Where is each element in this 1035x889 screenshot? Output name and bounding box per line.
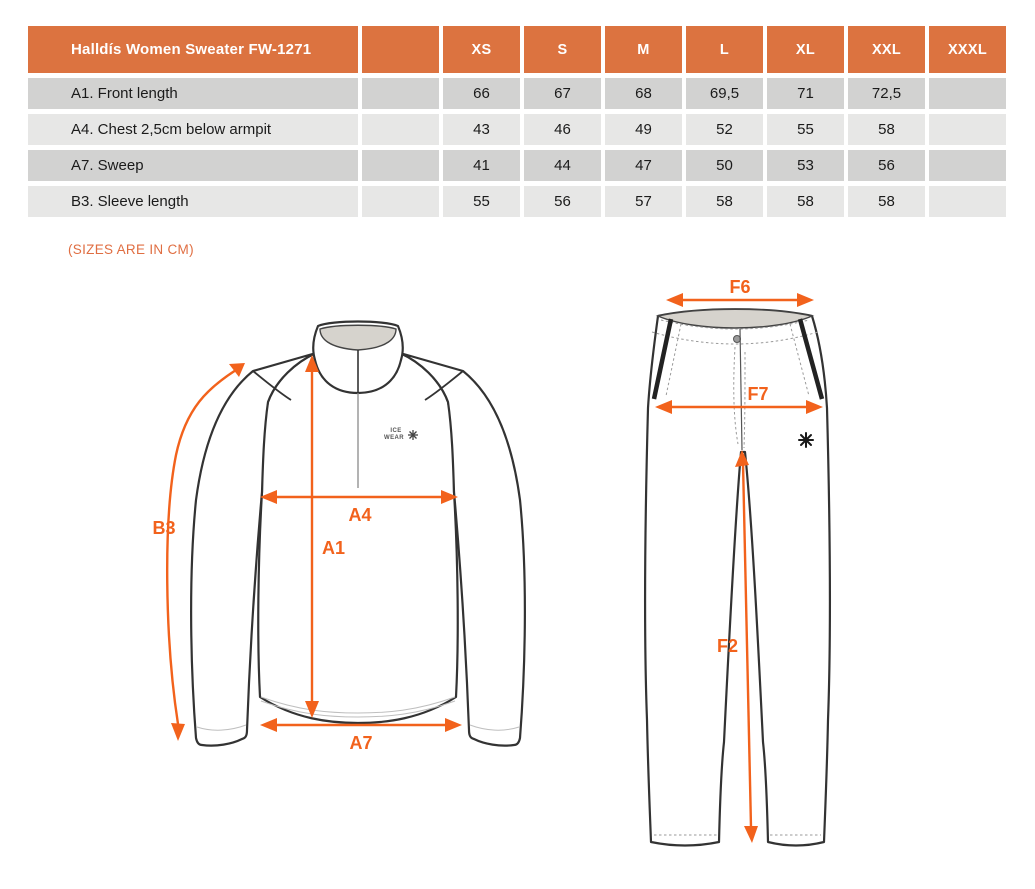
size-col-header-xs: XS <box>443 26 520 73</box>
size-value-cell: 52 <box>686 114 763 145</box>
size-value-cell: 46 <box>524 114 601 145</box>
size-value-cell: 55 <box>767 114 844 145</box>
size-value-cell: 50 <box>686 150 763 181</box>
measure-a1-label: A1 <box>322 538 346 558</box>
garment-diagrams <box>0 270 1035 889</box>
spacer-cell <box>362 186 439 217</box>
size-value-cell: 43 <box>443 114 520 145</box>
sweater-diagram <box>152 322 524 754</box>
size-col-header-s: S <box>524 26 601 73</box>
measure-f7-label: F7 <box>747 384 769 404</box>
size-col-header-l: L <box>686 26 763 73</box>
pants-body <box>645 309 830 845</box>
table-title: Halldís Women Sweater FW-1271 <box>28 26 358 73</box>
logo-snowflake-icon <box>408 430 418 440</box>
units-note: (SIZES ARE IN CM) <box>68 242 194 257</box>
size-col-header-m: M <box>605 26 682 73</box>
waist-button <box>734 336 741 343</box>
size-value-cell <box>929 114 1006 145</box>
logo-text-ice: ICE <box>390 428 402 434</box>
spacer-cell <box>362 78 439 109</box>
measure-f2-label: F2 <box>716 636 738 656</box>
measure-f6 <box>666 277 814 307</box>
measure-f6-label: F6 <box>729 277 751 297</box>
row-label: B3. Sleeve length <box>28 186 358 217</box>
size-value-cell: 58 <box>848 186 925 217</box>
size-value-cell: 56 <box>848 150 925 181</box>
row-label: A1. Front length <box>28 78 358 109</box>
size-value-cell: 53 <box>767 150 844 181</box>
size-value-cell: 71 <box>767 78 844 109</box>
measure-a7-label: A7 <box>349 733 373 753</box>
size-value-cell: 58 <box>767 186 844 217</box>
measure-a4-label: A4 <box>348 505 372 525</box>
size-col-header-xxxl: XXXL <box>929 26 1006 73</box>
row-label: A7. Sweep <box>28 150 358 181</box>
size-value-cell: 72,5 <box>848 78 925 109</box>
size-table <box>28 26 1006 217</box>
logo-text-wear: WEAR <box>384 435 404 441</box>
size-value-cell: 67 <box>524 78 601 109</box>
size-value-cell: 57 <box>605 186 682 217</box>
size-col-header-xl: XL <box>767 26 844 73</box>
spacer-header-cell <box>362 26 439 73</box>
size-value-cell: 44 <box>524 150 601 181</box>
size-value-cell: 56 <box>524 186 601 217</box>
spacer-cell <box>362 150 439 181</box>
hip-snowflake-icon <box>799 433 813 447</box>
size-col-header-xxl: XXL <box>848 26 925 73</box>
size-value-cell: 49 <box>605 114 682 145</box>
size-value-cell <box>929 78 1006 109</box>
size-value-cell: 47 <box>605 150 682 181</box>
size-value-cell: 66 <box>443 78 520 109</box>
size-value-cell: 58 <box>848 114 925 145</box>
measure-b3-label: B3 <box>152 518 176 538</box>
size-value-cell: 68 <box>605 78 682 109</box>
size-value-cell <box>929 186 1006 217</box>
spacer-cell <box>362 114 439 145</box>
size-value-cell: 58 <box>686 186 763 217</box>
row-label: A4. Chest 2,5cm below armpit <box>28 114 358 145</box>
size-value-cell <box>929 150 1006 181</box>
size-value-cell: 69,5 <box>686 78 763 109</box>
pants-diagram <box>645 277 830 846</box>
size-value-cell: 55 <box>443 186 520 217</box>
size-value-cell: 41 <box>443 150 520 181</box>
